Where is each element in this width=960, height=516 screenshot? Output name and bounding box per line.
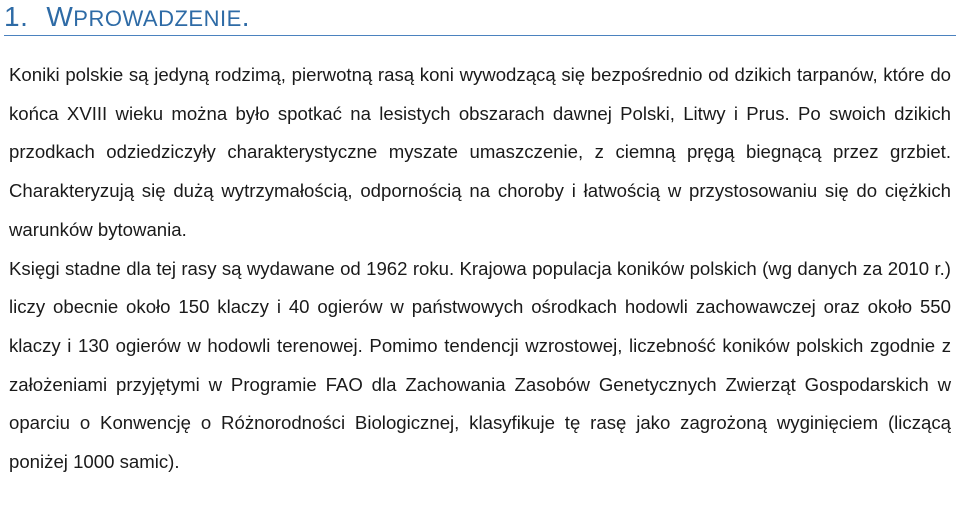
section-number: 1. (4, 1, 29, 32)
heading-underline (4, 35, 956, 36)
section-title-rest: PROWADZENIE (73, 6, 242, 31)
document-body (9, 56, 951, 482)
section-title-initial: W (46, 1, 74, 32)
section-heading (4, 0, 250, 36)
paragraph-population: Księgi stadne dla tej rasy są wydawane od 1962 roku. Krajowa populacja koników polskich (wg danych za 2010 r.) liczy obecnie około 150 klaczy i 40 ogierów w państwowych ośrodkach hodowli zachowawczej oraz około 550 klaczy i 130 ogierów w hodowli terenowej. Pomimo tendencji wzrostowej, liczebność koników polskich zgodnie z założeniami przyjętymi w Programie FAO dla Zachowania Zasobów Genetycznych Zwierząt Gospodarskich w oparciu o Konwencję o Różnorodności Biologicznej, klasyfikuje tę rasę jako zagrożoną wyginięciem (liczącą poniżej 1000 samic). (9, 257, 951, 473)
section-title-period: . (241, 1, 251, 32)
paragraph-intro: Koniki polskie są jedyną rodzimą, pierwotną rasą koni wywodzącą się bezpośrednio od dzikich tarpanów, które do końca XVIII wieku można było spotkać na lesistych obszarach dawnej Polski, Litwy i Prus. Po swoich dzikich przodkach odziedziczyły charakterystyczne myszate umaszczenie, z ciemną pręgą biegnącą przez grzbiet. Charakteryzują się dużą wytrzymałością, odpornością na choroby i łatwością w przystosowaniu się do ciężkich warunków bytowania. (9, 64, 951, 240)
